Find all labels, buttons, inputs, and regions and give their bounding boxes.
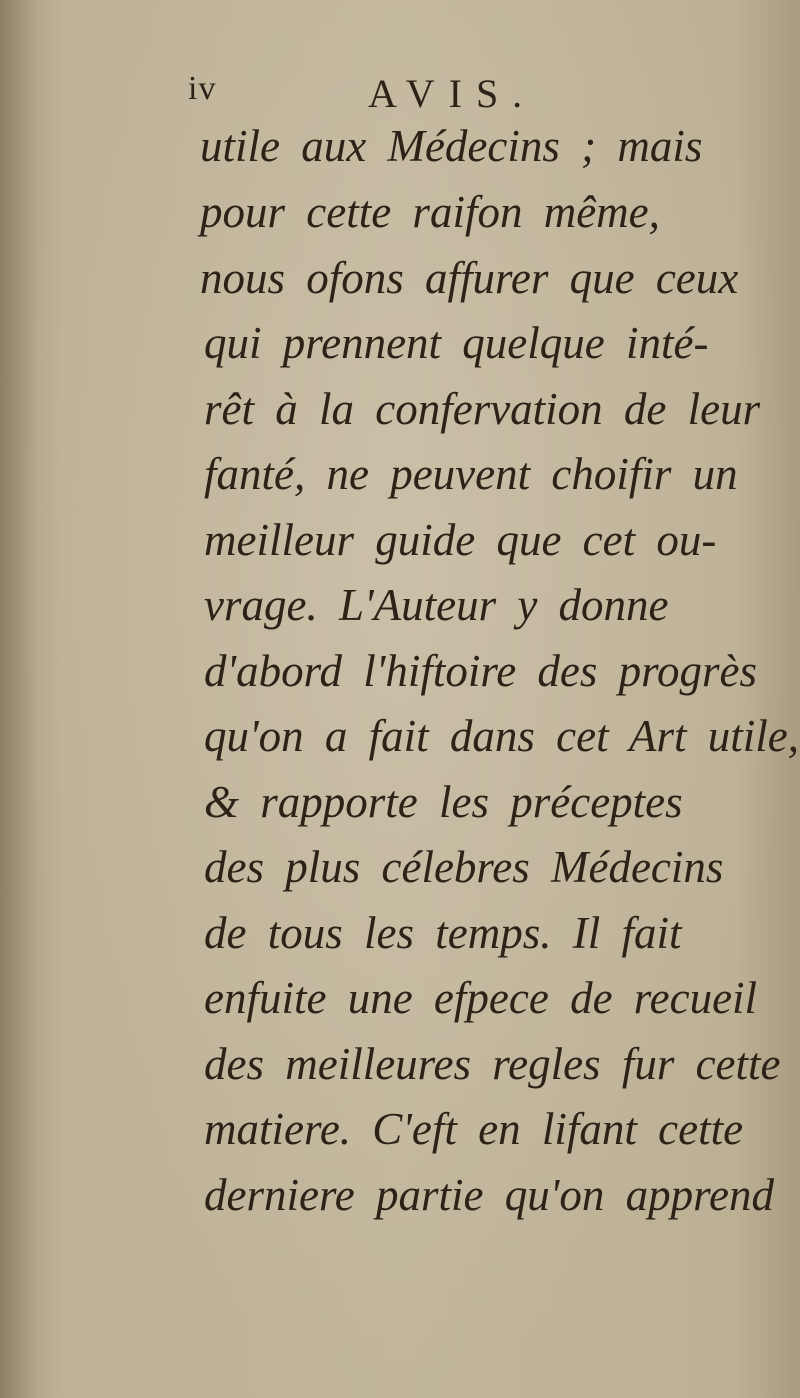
text-line: des meilleures regles fur cette <box>204 1039 781 1089</box>
binding-shadow <box>0 0 38 1398</box>
text-line: rêt à la confervation de leur <box>204 384 761 434</box>
page-header <box>0 70 800 118</box>
text-line: vrage. L'Auteur y donne <box>204 580 669 630</box>
text-line: qu'on a fait dans cet Art utile, <box>204 711 800 761</box>
running-head: AVIS. <box>368 71 537 116</box>
text-line: de tous les temps. Il fait <box>204 908 682 958</box>
page-number: iv <box>188 70 217 107</box>
text-line: matiere. C'eft en lifant cette <box>204 1104 744 1154</box>
text-line: utile aux Médecins ; mais <box>200 121 703 171</box>
text-line: qui prennent quelque inté- <box>204 318 709 368</box>
text-line: derniere partie qu'on apprend <box>204 1170 774 1220</box>
text-line: fanté, ne peuvent choifir un <box>204 449 738 499</box>
text-line: nous ofons affurer que ceux <box>200 253 739 303</box>
text-line: & rapporte les préceptes <box>204 777 683 827</box>
text-line: meilleur guide que cet ou- <box>204 515 717 565</box>
text-line: des plus célebres Médecins <box>204 842 724 892</box>
text-line: enfuite une efpece de recueil <box>204 973 758 1023</box>
text-line: pour cette raifon même, <box>200 187 660 237</box>
text-line: d'abord l'hiftoire des progrès <box>204 646 757 696</box>
